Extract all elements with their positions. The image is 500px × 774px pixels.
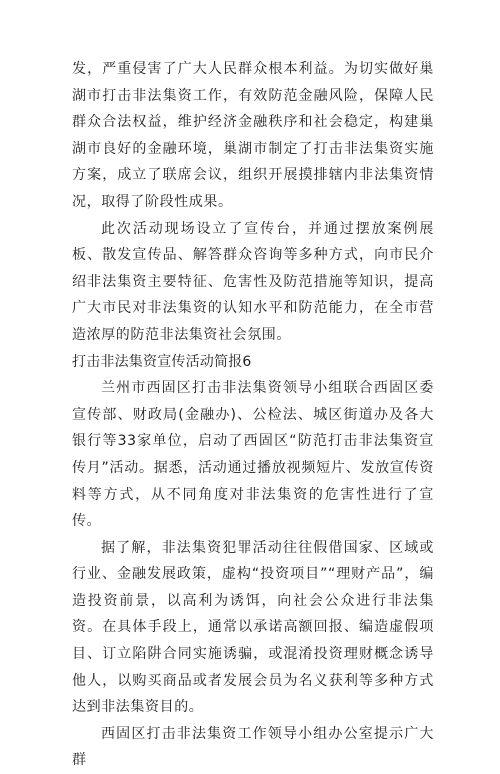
paragraph: 据了解，非法集资犯罪活动往往假借国家、区域或行业、金融发展政策，虚构“投资项目”“理财产品”，编造投资前景，以高利为诱饵，向社会公众进行非法集资。在具体手段上，通常以承诺高额回报、编造虚假项目、订立陷阱合同实施诱骗，或混淆投资理财概念诱导他人，以购买商品或者发展会员为名义获利等多种方式达到非法集资目的。: [72, 539, 434, 716]
section-heading: 打击非法集资宣传活动简报6: [72, 353, 252, 370]
document-body: [72, 56, 434, 774]
paragraph: 此次活动现场设立了宣传台，并通过摆放案例展板、散发宣传品、解答群众咨询等多种方式，向市民介绍非法集资主要特征、危害性及防范措施等知识，提高广大市民对非法集资的认知水平和防范能力，在全市营造浓厚的防范非法集资社会氛围。: [72, 220, 434, 343]
paragraph: 兰州市西固区打击非法集资领导小组联合西固区委宣传部、财政局(金融办)、公检法、城区街道办及各大银行等33家单位，启动了西固区“防范打击非法集资宣传月”活动。据悉，活动通过播放视频短片、发放宣传资料等方式，从不同角度对非法集资的危害性进行了宣传。: [72, 380, 434, 530]
paragraph: 发，严重侵害了广大人民群众根本利益。为切实做好巢湖市打击非法集资工作，有效防范金融风险，保障人民群众合法权益，维护经济金融秩序和社会稳定，构建巢湖市良好的金融环境，巢湖市制定了打击非法集资实施方案，成立了联席会议，组织开展摸排辖内非法集资情况，取得了阶段性成果。: [72, 61, 434, 210]
paragraph: 西固区打击非法集资工作领导小组办公室提示广大群: [72, 725, 434, 769]
